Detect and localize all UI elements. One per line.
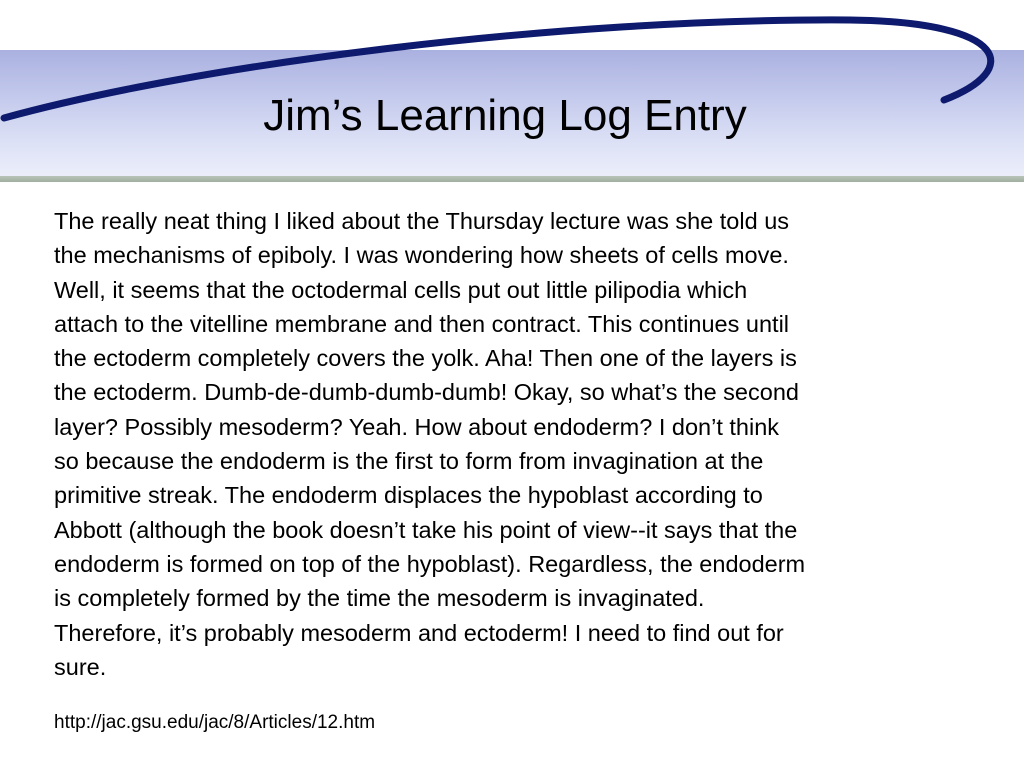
source-link[interactable]: http://jac.gsu.edu/jac/8/Articles/12.htm <box>54 712 376 733</box>
learning-log-text: The really neat thing I liked about the Thursday lecture was she told us the mechanisms of epiboly. I was wondering how sheets of cells move. Well, it seems that the octodermal cells put out little pilipodia which attach to the vitelline membrane and then contract. This continues until the ectoderm completely covers the yolk. Aha! Then one of the layers is the ectoderm. Dumb-de-dumb-dumb-dumb! Okay, so what’s the second layer? Possibly mesoderm? Yeah. How about endoderm? I don’t think so because the endoderm is the first to form from invagination at the primitive streak. The endoderm displaces the hypoblast according to Abbott (although the book doesn’t take his point of view--it says that the endoderm is formed on top of the hypoblast). Regardless, the endoderm is completely formed by the time the mesoderm is invaginated. Therefore, it’s probably mesoderm and ectoderm! I need to find out for sure. <box>54 208 806 680</box>
slide-title: Jim’s Learning Log Entry <box>263 91 747 140</box>
